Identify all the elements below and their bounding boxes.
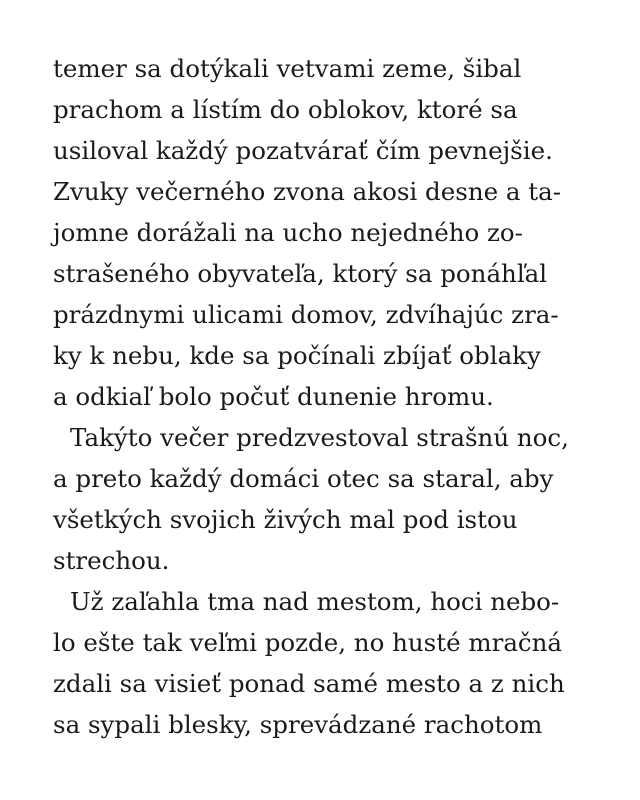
text-line: usiloval každý pozatvárať čím pevnejšie. bbox=[53, 136, 553, 165]
paragraph-1 bbox=[53, 48, 593, 417]
text-line: ky k nebu, kde sa počínali zbíjať oblaky bbox=[53, 341, 541, 370]
text-line: strechou. bbox=[53, 546, 170, 575]
text-line: všetkých svojich živých mal pod istou bbox=[53, 505, 518, 534]
text-line: strašeného obyvateľa, ktorý sa ponáhľal bbox=[53, 259, 548, 288]
text-line: jomne dorážali na ucho nejedného zo- bbox=[53, 218, 523, 247]
text-line: Takýto večer predzvestoval strašnú noc, bbox=[70, 423, 569, 452]
text-line: Zvuky večerného zvona akosi desne a ta- bbox=[53, 177, 562, 206]
text-line: zdali sa visieť ponad samé mesto a z nich bbox=[53, 669, 565, 698]
text-line: lo ešte tak veľmi pozde, no husté mračná bbox=[53, 628, 563, 657]
text-line: a odkiaľ bolo počuť dunenie hromu. bbox=[53, 382, 494, 411]
text-line: a preto každý domáci otec sa staral, aby bbox=[53, 464, 554, 493]
page-text bbox=[53, 48, 593, 745]
text-line: Už zaľahla tma nad mestom, hoci nebo- bbox=[70, 587, 560, 616]
paragraph-2 bbox=[53, 417, 593, 581]
text-line: temer sa dotýkali vetvami zeme, šibal bbox=[53, 54, 522, 83]
text-line: sa sypali blesky, sprevádzané rachotom bbox=[53, 710, 543, 739]
text-line: prázdnymi ulicami domov, zdvíhajúc zra- bbox=[53, 300, 559, 329]
paragraph-3 bbox=[53, 581, 593, 745]
text-line: prachom a lístím do oblokov, ktoré sa bbox=[53, 95, 518, 124]
